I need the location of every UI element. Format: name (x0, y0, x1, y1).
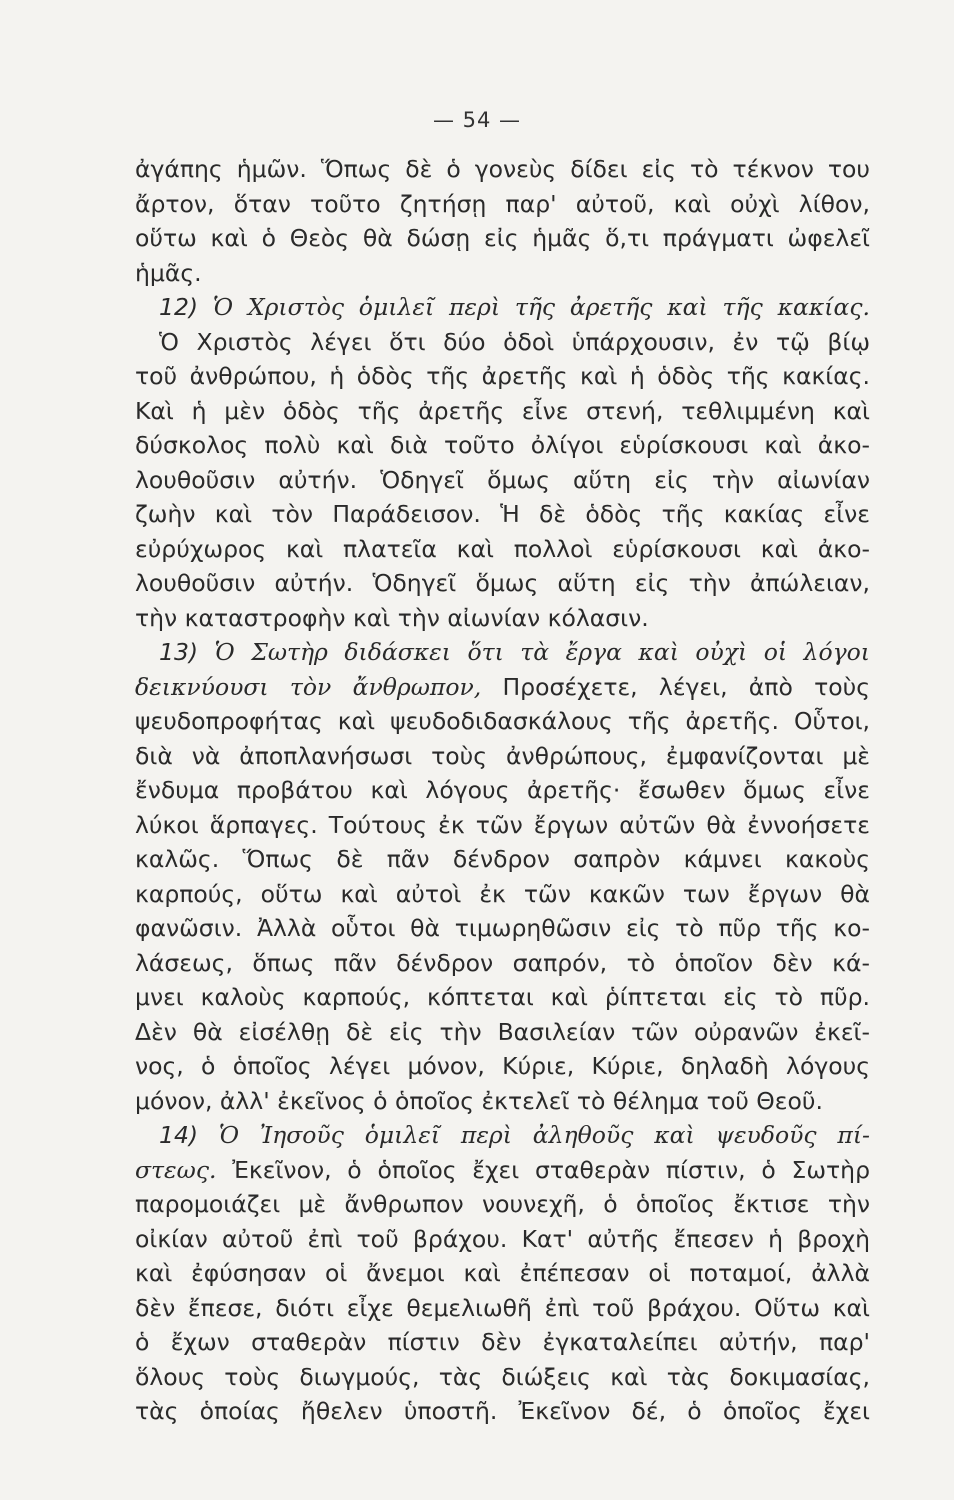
section-heading-12 (135, 290, 870, 325)
text-line: ἀγάπης ἡμῶν. Ὅπως δὲ ὁ γονεὺς δίδει εἰς τὸ τέκνον του (135, 155, 870, 183)
section-title: Ὁ Χριστὸς ὁμιλεῖ περὶ τῆς ἀρετῆς καὶ τῆς κακίας. (212, 293, 870, 321)
section-title: Ὁ Σωτὴρ διδάσκει ὅτι τὰ ἔργα καὶ οὐχὶ οἱ λόγοι (214, 638, 870, 666)
text-line: τοῦ ἀνθρώπου, ἡ ὁδὸς τῆς ἀρετῆς καὶ ἡ ὁδὸς τῆς κακίας. (135, 362, 870, 390)
text-line: ὁ ἔχων σταθερὰν πίστιν δὲν ἐγκαταλείπει αὐτήν, παρ' (135, 1328, 870, 1356)
text-line: καρπούς, οὕτω καὶ αὐτοὶ ἐκ τῶν κακῶν των ἔργων θὰ (135, 879, 870, 908)
text-line: καὶ ἐφύσησαν οἱ ἄνεμοι καὶ ἐπέπεσαν οἱ ποταμοί, ἀλλὰ (135, 1259, 870, 1287)
text-line: λάσεως, ὅπως πᾶν δένδρον σαπρόν, τὸ ὁποῖον δὲν κά- (135, 948, 870, 977)
text-line: παρομοιάζει μὲ ἄνθρωπον νουνεχῆ, ὁ ὁποῖος ἔκτισε τὴν (135, 1190, 870, 1218)
text-line: Καὶ ἡ μὲν ὁδὸς τῆς ἀρετῆς εἶνε στενή, τεθλιμμένη καὶ (135, 396, 870, 425)
text-line: ὅλους τοὺς διωγμούς, τὰς διώξεις καὶ τὰς δοκιμασίας, (135, 1362, 870, 1391)
text-line: φανῶσιν. Ἀλλὰ οὗτοι θὰ τιμωρηθῶσιν εἰς τὸ πῦρ τῆς κο- (135, 914, 870, 942)
text-line: καλῶς. Ὅπως δὲ πᾶν δένδρον σαπρὸν κάμνει κακοὺς (135, 845, 870, 873)
text-line: λύκοι ἅρπαγες. Τούτους ἐκ τῶν ἔργων αὐτῶν θὰ ἐννοήσετε (135, 810, 870, 839)
text-line (135, 1153, 870, 1188)
text-line: Ὁ Χριστὸς λέγει ὅτι δύο ὁδοὶ ὑπάρχουσιν, ἐν τῷ βίῳ (159, 327, 870, 356)
text-line: λουθοῦσιν αὐτήν. Ὁδηγεῖ ὅμως αὕτη εἰς τὴν αἰωνίαν (135, 465, 870, 494)
text-line: ἔνδυμα προβάτου καὶ λόγους ἀρετῆς· ἔσωθεν ὅμως εἶνε (135, 776, 870, 804)
text-line: οὕτω καὶ ὁ Θεὸς θὰ δώσῃ εἰς ἡμᾶς ὅ,τι πράγματι ὠφελεῖ (135, 224, 870, 252)
page-number: — 54 — (432, 108, 522, 132)
text-line: τὰς ὁποίας ἤθελεν ὑποστῆ. Ἐκεῖνον δέ, ὁ ὁποῖος ἔχει (135, 1397, 870, 1425)
text-line: διὰ νὰ ἀποπλανήσωσι τοὺς ἀνθρώπους, ἐμφανίζονται μὲ (135, 741, 870, 770)
section-title: Ὁ Ἰησοῦς ὁμιλεῖ περὶ ἀληθοῦς καὶ ψευδοῦς πί- (218, 1121, 870, 1149)
section-heading-13 (135, 635, 870, 670)
text-line: ζωὴν καὶ τὸν Παράδεισον. Ἡ δὲ ὁδὸς τῆς κακίας εἶνε (135, 500, 870, 528)
section-number: 14) (159, 1121, 219, 1149)
text-line: δύσκολος πολὺ καὶ διὰ τοῦτο ὀλίγοι εὑρίσκουσι καὶ ἀκο- (135, 431, 870, 459)
section-title-continued: στεως. (135, 1155, 217, 1184)
text-line: ἄρτον, ὅταν τοῦτο ζητήσῃ παρ' αὐτοῦ, καὶ οὐχὶ λίθον, (135, 189, 870, 218)
text-line: μνει καλοὺς καρπούς, κόπτεται καὶ ῥίπτεται εἰς τὸ πῦρ. (135, 983, 870, 1011)
text-line: οἰκίαν αὐτοῦ ἐπὶ τοῦ βράχου. Κατ' αὐτῆς ἔπεσεν ἡ βροχὴ (135, 1224, 870, 1253)
section-number: 13) (159, 638, 215, 666)
text-line: νος, ὁ ὁποῖος λέγει μόνον, Κύριε, Κύριε, δηλαδὴ λόγους (135, 1052, 870, 1080)
text-line: Δὲν θὰ εἰσέλθῃ δὲ εἰς τὴν Βασιλείαν τῶν οὐρανῶν ἐκεῖ- (135, 1017, 870, 1046)
text-line: ἡμᾶς. (135, 258, 202, 287)
section-title-continued: δεικνύουσι τὸν ἄνθρωπον, (135, 672, 482, 701)
text-line: τὴν καταστροφὴν καὶ τὴν αἰωνίαν κόλασιν. (135, 603, 649, 632)
text-line: δὲν ἔπεσε, διότι εἶχε θεμελιωθῆ ἐπὶ τοῦ βράχου. Οὕτω καὶ (135, 1293, 870, 1322)
text-line: εὐρύχωρος καὶ πλατεῖα καὶ πολλοὶ εὑρίσκουσι καὶ ἀκο- (135, 534, 870, 563)
text-fragment: Ἐκεῖνον, ὁ ὁποῖος ἔχει σταθερὰν πίστιν, ὁ Σωτὴρ (216, 1155, 870, 1184)
text-line: μόνον, ἀλλ' ἐκεῖνος ὁ ὁποῖος ἐκτελεῖ τὸ θέλημα τοῦ Θεοῦ. (135, 1086, 823, 1115)
section-number: 12) (159, 293, 213, 321)
text-fragment: Προσέχετε, λέγει, ἀπὸ τοὺς (481, 672, 870, 701)
text-line: ψευδοπροφήτας καὶ ψευδοδιδασκάλους τῆς ἀρετῆς. Οὗτοι, (135, 707, 870, 735)
text-line (135, 670, 870, 705)
body-text (135, 152, 870, 1429)
section-heading-14 (135, 1118, 870, 1153)
text-line: λουθοῦσιν αὐτήν. Ὁδηγεῖ ὅμως αὕτη εἰς τὴν ἀπώλειαν, (135, 569, 870, 597)
